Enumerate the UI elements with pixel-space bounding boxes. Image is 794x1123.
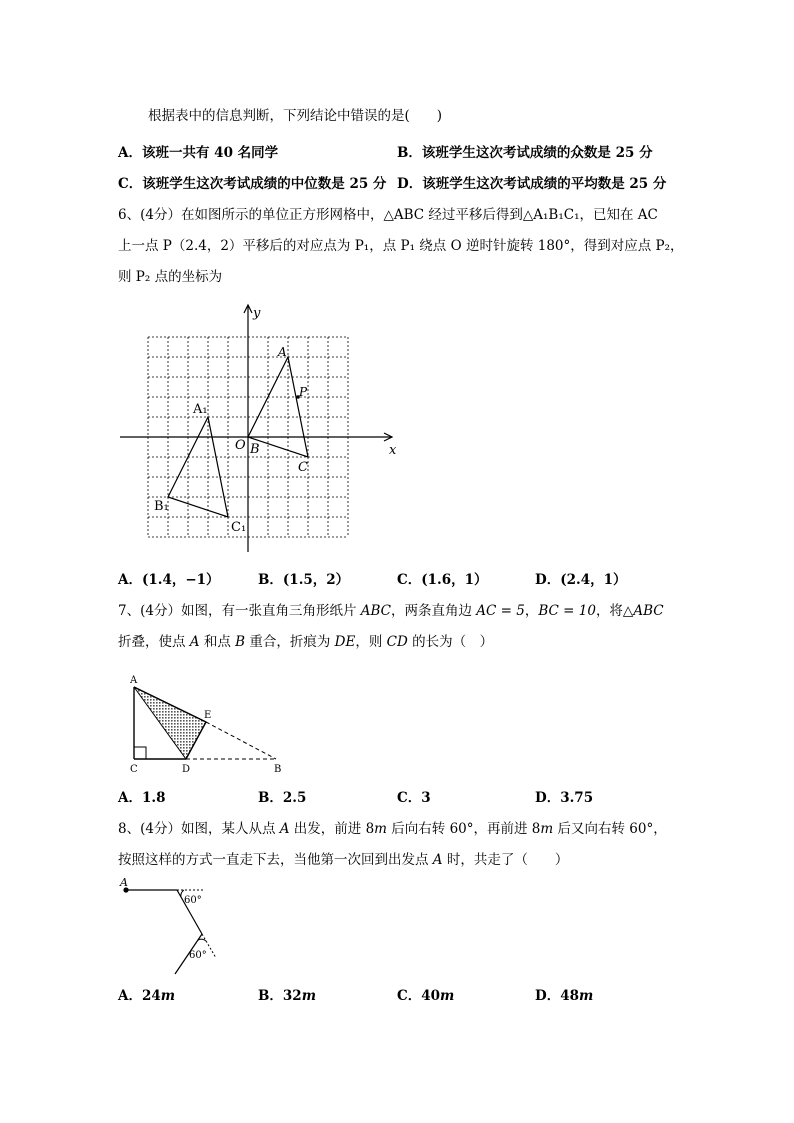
q6-option-c: C．(1.6，1） <box>397 572 488 588</box>
q6-option-b: B．(1.5，2） <box>258 572 350 588</box>
q7-cd: CD <box>386 634 408 650</box>
label-o: O <box>235 438 246 453</box>
q8-option-d-unit: m <box>579 988 594 1004</box>
q8-a-1: A <box>279 821 290 837</box>
label-e: E <box>204 710 212 721</box>
q5-option-d: D．该班学生这次考试成绩的平均数是 25 分 <box>397 176 667 192</box>
label-c1: C₁ <box>231 520 247 535</box>
angle-label-1: 60° <box>184 895 202 906</box>
q8-option-c-unit: m <box>440 988 455 1004</box>
label-a1: A₁ <box>193 402 208 417</box>
q8-option-a-unit: m <box>160 988 176 1004</box>
q7-option-b: B．2.5 <box>258 790 307 806</box>
q7-sep: ， <box>524 603 539 619</box>
q8-text-1c: 后向右转 60°，再前进 8 <box>386 821 541 837</box>
q8-text-1b: 出发，前进 8 <box>289 821 375 837</box>
q7-text-1b: ，两条直角边 <box>391 603 477 619</box>
q8-option-d <box>535 986 593 1006</box>
q8-a-2: A <box>432 852 443 868</box>
q8-m-2: m <box>540 821 554 837</box>
q7-text-2c: 重合，折痕为 <box>245 634 335 650</box>
q5-stem: 根据表中的信息判断，下列结论中错误的是( ) <box>148 108 443 124</box>
q8-text-1d: 后又向右转 60°， <box>553 821 667 837</box>
label-a: A <box>278 345 287 359</box>
label-a: A <box>120 876 128 889</box>
q7-text-2a: 折叠，使点 <box>118 634 190 650</box>
label-p: P <box>299 385 308 399</box>
q8-option-c-num: C．40 <box>397 988 441 1004</box>
q7-abc: ABC <box>360 603 391 619</box>
q8-option-b-num: B．32 <box>258 988 302 1004</box>
q8-option-a <box>118 986 175 1006</box>
q7-ac: AC = 5 <box>476 603 525 619</box>
label-a: A <box>130 675 138 686</box>
q7-option-a: A．1.8 <box>118 790 166 806</box>
q7-text-1a: 7、(4分）如图，有一张直角三角形纸片 <box>118 603 361 619</box>
q5-option-b: B．该班学生这次考试成绩的众数是 25 分 <box>397 145 653 161</box>
label-c: C <box>130 764 138 775</box>
label-b1: B₁ <box>154 499 169 514</box>
q7-bc: BC = 10 <box>538 603 596 619</box>
label-b: B <box>250 442 260 457</box>
label-y: y <box>253 306 261 321</box>
q8-option-c <box>397 986 454 1006</box>
q6-line-1: 6、(4分）在如图所示的单位正方形网格中，△ABC 经过平移后得到△A₁B₁C₁，已知在 AC <box>118 207 658 223</box>
q6-option-d: D．(2.4，1） <box>535 572 627 588</box>
q5-option-a: A．该班一共有 40 名同学 <box>118 145 279 161</box>
q6-line-2: 上一点 P（2.4，2）平移后的对应点为 P₁，点 P₁ 绕点 O 逆时针旋转 180°，得到对应点 P₂， <box>118 238 684 254</box>
q7-text-2b: 和点 <box>199 634 236 650</box>
q7-abc-2: ABC <box>633 603 664 619</box>
q8-option-b-unit: m <box>301 988 316 1004</box>
q7-text-1c: ，将△ <box>595 603 634 619</box>
q7-option-d: D．3.75 <box>535 790 594 806</box>
q6-option-a: A．(1.4，−1） <box>118 572 220 588</box>
label-b: B <box>274 764 282 775</box>
q7-option-c: C．3 <box>397 790 431 806</box>
label-d: D <box>182 764 191 775</box>
q7-text-2e: 的长为（ ） <box>407 634 494 650</box>
q7-text-2d: ，则 <box>355 634 387 650</box>
q8-option-d-num: D．48 <box>535 988 579 1004</box>
q8-text-2a: 按照这样的方式一直走下去，当他第一次回到出发点 <box>118 852 433 868</box>
label-c: C <box>298 460 308 475</box>
angle-label-2: 60° <box>189 950 207 961</box>
q8-option-b <box>258 986 316 1006</box>
q8-text-2b: 时，共走了（ ） <box>442 852 569 868</box>
q6-line-3: 则 P₂ 点的坐标为 <box>118 269 223 285</box>
q5-option-c: C．该班学生这次考试成绩的中位数是 25 分 <box>118 176 387 192</box>
q7-de: DE <box>334 634 356 650</box>
q8-option-a-num: A．24 <box>118 988 161 1004</box>
q8-text-1a: 8、(4分）如图，某人从点 <box>118 821 280 837</box>
label-x: x <box>389 443 397 458</box>
q7-a: A <box>189 634 200 650</box>
q8-m-1: m <box>374 821 387 837</box>
q7-b: B <box>235 634 246 650</box>
